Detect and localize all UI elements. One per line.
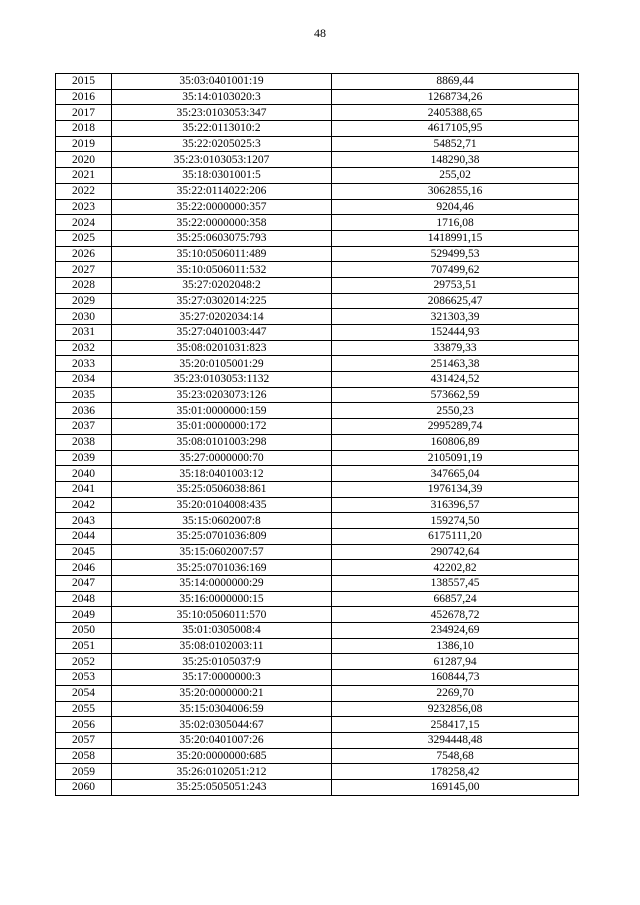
cadastral-value-cell: 9204,46 [332,199,579,215]
table-row [56,748,579,764]
cadastral-value-cell: 290742,64 [332,544,579,560]
table-row [56,450,579,466]
row-number-cell: 2022 [56,183,112,199]
cadastral-number-cell: 35:25:0701036:169 [112,560,332,576]
cadastral-value-cell: 529499,53 [332,246,579,262]
table-row [56,732,579,748]
table-row [56,513,579,529]
table-row [56,560,579,576]
table-row [56,528,579,544]
table-row [56,623,579,639]
row-number-cell: 2060 [56,779,112,795]
cadastral-value-cell: 452678,72 [332,607,579,623]
table-row [56,466,579,482]
cadastral-value-cell: 255,02 [332,168,579,184]
row-number-cell: 2020 [56,152,112,168]
cadastral-value-cell: 42202,82 [332,560,579,576]
cadastral-number-cell: 35:27:0302014:225 [112,293,332,309]
cadastral-number-cell: 35:23:0103053:1132 [112,372,332,388]
table-row [56,105,579,121]
row-number-cell: 2030 [56,309,112,325]
cadastral-number-cell: 35:25:0505051:243 [112,779,332,795]
row-number-cell: 2036 [56,403,112,419]
row-number-cell: 2051 [56,638,112,654]
table-row [56,74,579,90]
cadastral-number-cell: 35:08:0102003:11 [112,638,332,654]
cadastral-value-cell: 160806,89 [332,434,579,450]
cadastral-number-cell: 35:25:0105037:9 [112,654,332,670]
cadastral-number-cell: 35:15:0602007:8 [112,513,332,529]
table-row [56,576,579,592]
cadastral-value-cell: 2405388,65 [332,105,579,121]
row-number-cell: 2033 [56,356,112,372]
cadastral-value-cell: 152444,93 [332,325,579,341]
table-row [56,481,579,497]
table-row [56,309,579,325]
table-row [56,434,579,450]
cadastral-number-cell: 35:20:0000000:21 [112,685,332,701]
cadastral-number-cell: 35:17:0000000:3 [112,670,332,686]
cadastral-number-cell: 35:15:0304006:59 [112,701,332,717]
cadastral-number-cell: 35:20:0104008:435 [112,497,332,513]
cadastral-value-cell: 178258,42 [332,764,579,780]
row-number-cell: 2052 [56,654,112,670]
table-row [56,325,579,341]
cadastral-value-cell: 61287,94 [332,654,579,670]
cadastral-value-cell: 159274,50 [332,513,579,529]
row-number-cell: 2055 [56,701,112,717]
table-row [56,654,579,670]
row-number-cell: 2017 [56,105,112,121]
row-number-cell: 2058 [56,748,112,764]
row-number-cell: 2041 [56,481,112,497]
row-number-cell: 2044 [56,528,112,544]
cadastral-value-cell: 2086625,47 [332,293,579,309]
row-number-cell: 2056 [56,717,112,733]
cadastral-number-cell: 35:14:0103020:3 [112,89,332,105]
page-number: 48 [314,26,326,40]
cadastral-value-cell: 347665,04 [332,466,579,482]
table-row [56,638,579,654]
table-row [56,168,579,184]
cadastral-value-cell: 258417,15 [332,717,579,733]
table-row [56,685,579,701]
row-number-cell: 2021 [56,168,112,184]
row-number-cell: 2026 [56,246,112,262]
table-row [56,89,579,105]
table-row [56,121,579,137]
row-number-cell: 2025 [56,230,112,246]
row-number-cell: 2032 [56,340,112,356]
cadastral-number-cell: 35:23:0103053:1207 [112,152,332,168]
table-row [56,293,579,309]
row-number-cell: 2029 [56,293,112,309]
row-number-cell: 2057 [56,732,112,748]
row-number-cell: 2049 [56,607,112,623]
table-row [56,215,579,231]
cadastral-number-cell: 35:27:0202048:2 [112,277,332,293]
cadastral-value-cell: 9232856,08 [332,701,579,717]
cadastral-value-cell: 148290,38 [332,152,579,168]
cadastral-number-cell: 35:22:0114022:206 [112,183,332,199]
row-number-cell: 2023 [56,199,112,215]
table-row [56,262,579,278]
cadastral-value-cell: 160844,73 [332,670,579,686]
table-body [56,74,579,796]
row-number-cell: 2047 [56,576,112,592]
row-number-cell: 2059 [56,764,112,780]
row-number-cell: 2016 [56,89,112,105]
cadastral-value-cell: 431424,52 [332,372,579,388]
table-row [56,403,579,419]
cadastral-number-cell: 35:26:0102051:212 [112,764,332,780]
cadastral-value-table [55,73,579,796]
cadastral-number-cell: 35:22:0000000:358 [112,215,332,231]
table-row [56,356,579,372]
cadastral-number-cell: 35:20:0105001:29 [112,356,332,372]
row-number-cell: 2053 [56,670,112,686]
cadastral-number-cell: 35:03:0401001:19 [112,74,332,90]
cadastral-number-cell: 35:27:0000000:70 [112,450,332,466]
row-number-cell: 2046 [56,560,112,576]
cadastral-value-cell: 4617105,95 [332,121,579,137]
cadastral-value-cell: 2995289,74 [332,419,579,435]
table-row [56,246,579,262]
cadastral-value-cell: 3062855,16 [332,183,579,199]
row-number-cell: 2040 [56,466,112,482]
table-row [56,779,579,795]
row-number-cell: 2024 [56,215,112,231]
table-row [56,717,579,733]
cadastral-value-cell: 169145,00 [332,779,579,795]
table-row [56,497,579,513]
cadastral-value-cell: 1976134,39 [332,481,579,497]
cadastral-value-cell: 7548,68 [332,748,579,764]
row-number-cell: 2018 [56,121,112,137]
row-number-cell: 2042 [56,497,112,513]
cadastral-number-cell: 35:08:0201031:823 [112,340,332,356]
cadastral-number-cell: 35:23:0103053:347 [112,105,332,121]
cadastral-number-cell: 35:10:0506011:570 [112,607,332,623]
cadastral-value-cell: 1716,08 [332,215,579,231]
cadastral-value-cell: 66857,24 [332,591,579,607]
cadastral-value-cell: 1386,10 [332,638,579,654]
cadastral-value-cell: 3294448,48 [332,732,579,748]
table-row [56,152,579,168]
table-row [56,764,579,780]
row-number-cell: 2015 [56,74,112,90]
cadastral-number-cell: 35:16:0000000:15 [112,591,332,607]
cadastral-value-cell: 6175111,20 [332,528,579,544]
cadastral-number-cell: 35:15:0602007:57 [112,544,332,560]
table-row [56,607,579,623]
cadastral-value-cell: 573662,59 [332,387,579,403]
row-number-cell: 2054 [56,685,112,701]
table-row [56,670,579,686]
row-number-cell: 2050 [56,623,112,639]
table-row [56,277,579,293]
cadastral-number-cell: 35:22:0113010:2 [112,121,332,137]
cadastral-value-cell: 138557,45 [332,576,579,592]
row-number-cell: 2027 [56,262,112,278]
cadastral-value-cell: 707499,62 [332,262,579,278]
table-row [56,544,579,560]
row-number-cell: 2045 [56,544,112,560]
table-row [56,701,579,717]
row-number-cell: 2034 [56,372,112,388]
cadastral-number-cell: 35:25:0701036:809 [112,528,332,544]
row-number-cell: 2038 [56,434,112,450]
cadastral-value-cell: 2105091,19 [332,450,579,466]
cadastral-value-cell: 316396,57 [332,497,579,513]
cadastral-value-cell: 234924,69 [332,623,579,639]
cadastral-number-cell: 35:27:0202034:14 [112,309,332,325]
cadastral-number-cell: 35:18:0401003:12 [112,466,332,482]
cadastral-value-cell: 321303,39 [332,309,579,325]
row-number-cell: 2039 [56,450,112,466]
cadastral-number-cell: 35:22:0205025:3 [112,136,332,152]
row-number-cell: 2043 [56,513,112,529]
row-number-cell: 2037 [56,419,112,435]
cadastral-number-cell: 35:01:0000000:172 [112,419,332,435]
table-row [56,230,579,246]
row-number-cell: 2019 [56,136,112,152]
cadastral-number-cell: 35:20:0401007:26 [112,732,332,748]
cadastral-number-cell: 35:25:0603075:793 [112,230,332,246]
cadastral-number-cell: 35:25:0506038:861 [112,481,332,497]
cadastral-value-cell: 29753,51 [332,277,579,293]
cadastral-number-cell: 35:01:0305008:4 [112,623,332,639]
cadastral-value-cell: 1418991,15 [332,230,579,246]
table-row [56,199,579,215]
cadastral-number-cell: 35:01:0000000:159 [112,403,332,419]
cadastral-number-cell: 35:10:0506011:489 [112,246,332,262]
cadastral-value-cell: 1268734,26 [332,89,579,105]
row-number-cell: 2031 [56,325,112,341]
cadastral-value-cell: 251463,38 [332,356,579,372]
cadastral-value-cell: 2269,70 [332,685,579,701]
table-row [56,419,579,435]
table-row [56,340,579,356]
cadastral-number-cell: 35:27:0401003:447 [112,325,332,341]
cadastral-value-cell: 54852,71 [332,136,579,152]
cadastral-number-cell: 35:02:0305044:67 [112,717,332,733]
cadastral-number-cell: 35:10:0506011:532 [112,262,332,278]
cadastral-number-cell: 35:18:0301001:5 [112,168,332,184]
table-row [56,372,579,388]
row-number-cell: 2028 [56,277,112,293]
cadastral-value-cell: 2550,23 [332,403,579,419]
cadastral-number-cell: 35:08:0101003:298 [112,434,332,450]
cadastral-value-cell: 8869,44 [332,74,579,90]
cadastral-number-cell: 35:23:0203073:126 [112,387,332,403]
row-number-cell: 2035 [56,387,112,403]
table-row [56,387,579,403]
cadastral-number-cell: 35:22:0000000:357 [112,199,332,215]
row-number-cell: 2048 [56,591,112,607]
cadastral-value-cell: 33879,33 [332,340,579,356]
table-row [56,183,579,199]
cadastral-number-cell: 35:20:0000000:685 [112,748,332,764]
table-row [56,136,579,152]
table-row [56,591,579,607]
cadastral-number-cell: 35:14:0000000:29 [112,576,332,592]
